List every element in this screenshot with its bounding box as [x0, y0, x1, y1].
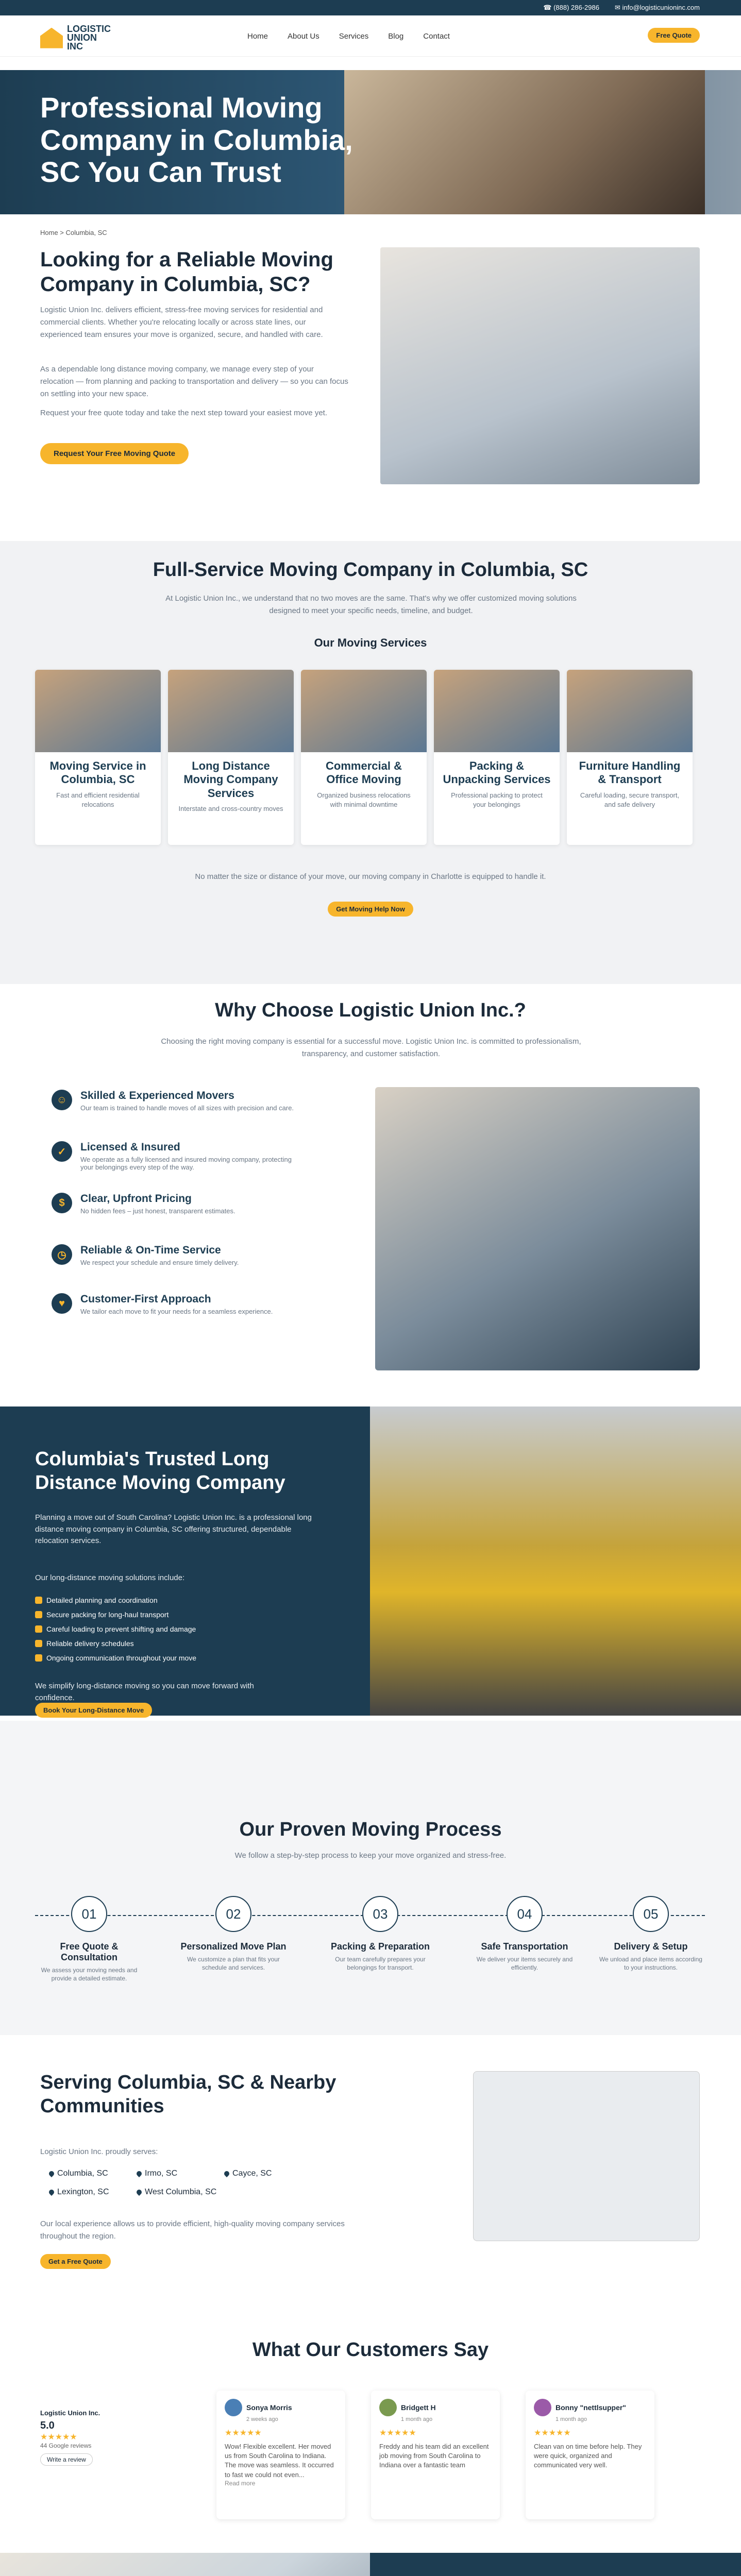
service-title: Packing & Unpacking Services	[443, 759, 551, 786]
process-step: 01 Free Quote & Consultation We assess your moving needs and provide a detailed estimate.	[35, 1896, 143, 1982]
service-title: Commercial & Office Moving	[326, 759, 402, 786]
service-desc: Organized business relocations with minimal downtime	[317, 791, 411, 808]
serving-intro: Logistic Union Inc. proudly serves:	[40, 2147, 158, 2156]
review-card: Bridgett H 1 month ago ★★★★★ Freddy and his team did an excellent job moving from South Carolina to Indiana over a fantastic team	[371, 2391, 500, 2519]
map-pin-icon	[223, 2170, 230, 2177]
service-desc: Careful loading, secure transport, and safe delivery	[580, 791, 680, 808]
process-title: Our Proven Moving Process	[239, 1819, 502, 1840]
process-intro: We follow a step-by-step process to keep your move organized and stress-free.	[234, 1851, 507, 1860]
topbar-phone[interactable]: ☎ (888) 286-2986	[543, 4, 599, 11]
business-name: Logistic Union Inc.	[40, 2409, 100, 2417]
why-title: Why Choose Logistic Union Inc.?	[215, 999, 526, 1021]
check-icon	[35, 1654, 42, 1662]
logo-line3: INC	[67, 41, 83, 52]
services-note: No matter the size or distance of your move, our moving company in Charlotte is equipped to handle it.	[195, 872, 546, 881]
check-icon	[35, 1611, 42, 1618]
phone-map-image	[0, 2553, 370, 2576]
read-more-link[interactable]: Read more	[225, 2479, 256, 2487]
price-tag-icon: $	[52, 1193, 72, 1213]
hero-banner	[0, 70, 741, 214]
service-image	[434, 670, 560, 752]
serving-note: Our local experience allows us to provide efficient, high-quality moving company services throughout the region.	[40, 2219, 345, 2241]
rating-stars: ★★★★★	[40, 2433, 77, 2442]
site-header	[0, 15, 741, 57]
review-summary	[40, 2409, 128, 2481]
feature-item	[52, 1141, 297, 1171]
long-distance-paragraph: Planning a move out of South Carolina? Logistic Union Inc. is a professional long distance moving company in Columbia, SC offering structured, dependable relocation services.	[35, 1513, 312, 1545]
services-title: Full-Service Moving Company in Columbia, SC	[153, 559, 588, 581]
nav-blog[interactable]: Blog	[388, 32, 404, 41]
serving-section	[0, 2040, 741, 2298]
long-distance-list-intro: Our long-distance moving solutions include:	[35, 1573, 185, 1582]
avatar	[379, 2399, 397, 2416]
nav-services[interactable]: Services	[339, 32, 369, 41]
phone-text: (888) 286-2986	[553, 4, 599, 11]
avatar	[225, 2399, 242, 2416]
list-item: Secure packing for long-haul transport	[35, 1611, 196, 1619]
logo[interactable]	[40, 25, 111, 51]
process-step: 05 Delivery & Setup We unload and place items according to your instructions.	[597, 1896, 705, 1972]
request-quote-button[interactable]: Request Your Free Moving Quote	[40, 443, 189, 464]
city-item: Columbia, SC	[49, 2169, 137, 2178]
hero-title: Professional Moving Company in Columbia, SC You Can Trust	[40, 91, 353, 189]
map-pin-icon	[136, 2189, 143, 2196]
feature-item	[52, 1090, 297, 1112]
movers-loading-image	[375, 1087, 700, 1370]
feature-item	[52, 1293, 297, 1315]
heart-icon: ♥	[52, 1293, 72, 1314]
feature-desc: We operate as a fully licensed and insured moving company, protecting your belongings every step of the way.	[80, 1156, 292, 1171]
top-bar	[0, 0, 741, 15]
intro-title: Looking for a Reliable Moving Company in Columbia, SC?	[40, 248, 333, 296]
book-long-distance-button[interactable]: Book Your Long-Distance Move	[35, 1703, 152, 1718]
city-item: West Columbia, SC	[137, 2188, 224, 2197]
long-distance-section	[0, 1406, 741, 1716]
service-desc: Professional packing to protect your belongings	[451, 791, 543, 808]
serving-title: Serving Columbia, SC & Nearby Communities	[40, 2072, 336, 2117]
trucks-image	[370, 1406, 741, 1716]
feature-desc: We respect your schedule and ensure timely delivery.	[80, 1259, 239, 1266]
process-section	[0, 1721, 741, 2035]
feature-desc: We tailor each move to fit your needs for a seamless experience.	[80, 1308, 273, 1315]
breadcrumb[interactable]: Home > Columbia, SC	[40, 229, 107, 236]
feature-title: Skilled & Experienced Movers	[80, 1090, 234, 1101]
process-step: 04 Safe Transportation We deliver your items securely and efficiently.	[470, 1896, 579, 1972]
services-intro: At Logistic Union Inc., we understand that no two moves are the same. That's why we offer customized moving solutions designed to meet your specific needs, timeline, and budget.	[165, 594, 577, 615]
list-item: Ongoing communication throughout your move	[35, 1654, 196, 1662]
main-nav	[247, 32, 450, 41]
service-title: Long Distance Moving Company Services	[183, 759, 278, 800]
why-intro: Choosing the right moving company is essential for a successful move. Logistic Union Inc. is committed to professionalism, transparency, and customer satisfaction.	[161, 1037, 581, 1058]
long-distance-title: Columbia's Trusted Long Distance Moving Company	[35, 1448, 285, 1494]
feature-desc: Our team is trained to handle moves of all sizes with precision and care.	[80, 1104, 294, 1112]
service-desc: Fast and efficient residential relocations	[56, 791, 140, 808]
intro-paragraph-3: Request your free quote today and take the next step toward your easiest move yet.	[40, 409, 327, 417]
feature-title: Clear, Upfront Pricing	[80, 1193, 192, 1205]
reviews-title: What Our Customers Say	[252, 2339, 489, 2361]
nav-contact[interactable]: Contact	[423, 32, 450, 41]
intro-section	[0, 247, 741, 489]
services-section	[0, 541, 741, 984]
feature-desc: No hidden fees – just honest, transparent estimates.	[80, 1207, 235, 1215]
service-image	[168, 670, 294, 752]
city-list	[49, 2169, 312, 2197]
service-card[interactable]	[35, 670, 161, 845]
feature-item	[52, 1193, 297, 1215]
map-pin-icon	[48, 2189, 55, 2196]
movers-truck-image	[380, 247, 700, 484]
service-card[interactable]	[434, 670, 560, 845]
avatar	[534, 2399, 551, 2416]
service-area-map[interactable]	[473, 2071, 700, 2241]
service-cards	[35, 670, 693, 845]
map-pin-icon	[136, 2170, 143, 2177]
service-card[interactable]	[168, 670, 294, 845]
intro-paragraph-2: As a dependable long distance moving company, we manage every step of your relocation — from planning and packing to transportation and delivery — so you can focus on settling into your new space.	[40, 365, 348, 398]
about-section	[0, 2553, 741, 2576]
feature-title: Reliable & On-Time Service	[80, 1244, 221, 1256]
feature-title: Customer-First Approach	[80, 1293, 211, 1305]
hero-image	[344, 70, 705, 214]
review-card: Bonny "nettlsupper" 1 month ago ★★★★★ Clean van on time before help. They were quick, organized and communicated very well.	[526, 2391, 654, 2519]
review-card: Sonya Morris 2 weeks ago ★★★★★ Wow! Flexible excellent. Her moved us from South Carolina to Indiana. The move was seamless. It occurred to fast we could not even... Read more	[216, 2391, 345, 2519]
service-title: Furniture Handling & Transport	[579, 759, 681, 786]
review-count: 44 Google reviews	[40, 2442, 92, 2449]
city-item: Irmo, SC	[137, 2169, 224, 2178]
topbar-email[interactable]: ✉ info@logisticunioninc.com	[614, 4, 700, 11]
write-review-button[interactable]: Write a review	[40, 2453, 93, 2466]
nav-about[interactable]: About Us	[288, 32, 319, 41]
team-icon: ☺	[52, 1090, 72, 1110]
nav-home[interactable]: Home	[247, 32, 268, 41]
service-image	[301, 670, 427, 752]
long-distance-closing: We simplify long-distance moving so you can move forward with confidence.	[35, 1682, 254, 1702]
feature-title: Licensed & Insured	[80, 1141, 180, 1153]
email-text: info@logisticunioninc.com	[622, 4, 700, 11]
shield-icon: ✓	[52, 1141, 72, 1162]
service-title: Moving Service in Columbia, SC	[49, 759, 146, 786]
reviews-section	[0, 2313, 741, 2519]
free-quote-button[interactable]: Free Quote	[648, 28, 700, 43]
services-subtitle: Our Moving Services	[314, 636, 427, 649]
service-card[interactable]	[301, 670, 427, 845]
process-step: 02 Personalized Move Plan We customize a plan that fits your schedule and services.	[179, 1896, 288, 1972]
process-step: 03 Packing & Preparation Our team carefully prepares your belongings for transport.	[326, 1896, 434, 1972]
intro-paragraph-1: Logistic Union Inc. delivers efficient, stress-free moving services for residential and commercial clients. Whether you're relocating locally or across state lines, our experienced team ensures your move is organized, secure, and handled with care.	[40, 306, 323, 339]
clock-icon: ◷	[52, 1244, 72, 1265]
logo-icon	[40, 28, 63, 48]
rating-value: 5.0	[40, 2420, 55, 2431]
logo-line2: UNION	[67, 32, 97, 43]
service-image	[567, 670, 693, 752]
service-image	[35, 670, 161, 752]
list-item: Careful loading to prevent shifting and damage	[35, 1625, 196, 1633]
why-section	[0, 984, 741, 1396]
list-item: Detailed planning and coordination	[35, 1596, 196, 1604]
logo-line1: LOGISTIC	[67, 24, 111, 34]
service-card[interactable]	[567, 670, 693, 845]
city-item: Cayce, SC	[224, 2169, 312, 2178]
service-desc: Interstate and cross-country moves	[178, 805, 283, 813]
check-icon	[35, 1640, 42, 1647]
list-item: Reliable delivery schedules	[35, 1639, 196, 1648]
check-icon	[35, 1597, 42, 1604]
check-icon	[35, 1625, 42, 1633]
moving-help-button[interactable]: Get Moving Help Now	[328, 902, 413, 917]
free-quote-cta[interactable]: Get a Free Quote	[40, 2254, 111, 2269]
feature-item	[52, 1244, 297, 1266]
long-distance-list	[35, 1596, 196, 1668]
map-pin-icon	[48, 2170, 55, 2177]
city-item: Lexington, SC	[49, 2188, 137, 2197]
